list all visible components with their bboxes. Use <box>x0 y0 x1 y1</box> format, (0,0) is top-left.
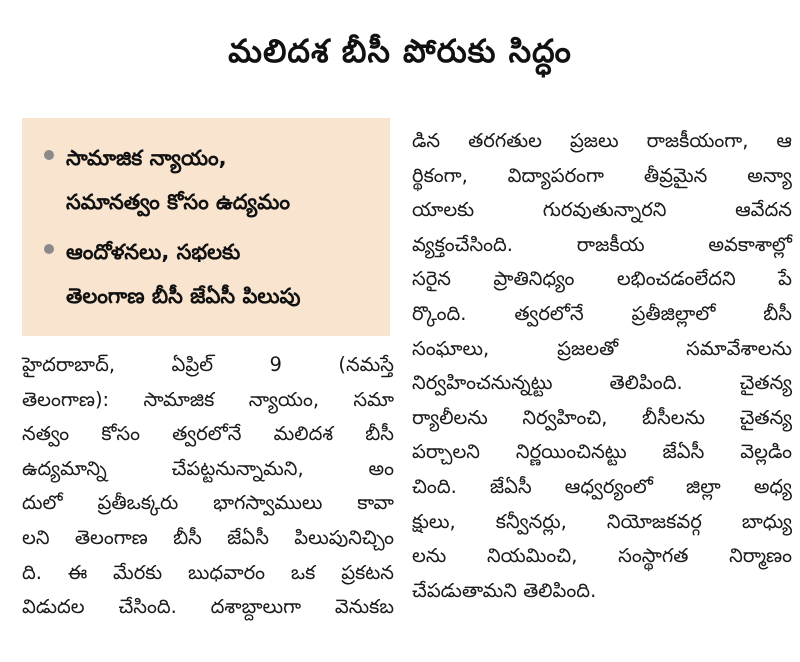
body-line: చేపడుతామని తెలిపింది. <box>412 578 597 602</box>
body-line: ర్థికంగా, విద్యాపరంగా తీవ్రమైన అన్యా <box>412 163 792 187</box>
bullet-icon <box>44 150 54 160</box>
highlight-line: సమానత్వం కోసం ఉద్యమం <box>66 190 290 214</box>
body-line: తెలంగాణ): సామాజిక న్యాయం, సమా <box>22 387 394 411</box>
highlight-line: తెలంగాణ బీసీ జేఏసీ పిలుపు <box>66 284 301 308</box>
highlight-line: సామాజిక న్యాయం, <box>66 146 227 170</box>
highlight-item <box>44 136 376 224</box>
body-line: యాలకు గురవుతున్నారని ఆవేదన <box>412 198 792 222</box>
body-line: నత్వం కోసం త్వరలోనే మలిదశ బీసీ <box>22 422 394 446</box>
body-line: హైదరాబాద్, ఏప్రిల్ 9 (నమస్తే <box>22 353 394 376</box>
article-column-left <box>22 348 394 625</box>
body-line: ఉద్యమాన్ని చేపట్టనున్నామని, అం <box>22 456 394 480</box>
body-line: లను నియమించి, సంస్థాగత నిర్మాణం <box>412 544 792 568</box>
body-line: డిన తరగతుల ప్రజలు రాజకీయంగా, ఆ <box>412 129 792 152</box>
body-line: చింది. జేఏసీ ఆధ్వర్యంలో జిల్లా అధ్య <box>412 474 792 498</box>
headline: మలిదశ బీసీ పోరుకు సిద్ధం <box>228 32 572 70</box>
body-line: క్షులు, కన్వీనర్లు, నియోజకవర్గ బాధ్యు <box>412 509 792 533</box>
body-line: ది. ఈ మేరకు బుధవారం ఒక ప్రకటన <box>22 560 394 584</box>
body-line: ర్కొంది. త్వరలోనే ప్రతీజిల్లాలో బీసీ <box>412 301 792 325</box>
highlight-box <box>22 118 390 336</box>
body-line: పర్చాలని నిర్ణయించినట్టు జేఏసీ వెల్లడిం <box>412 440 792 464</box>
article-column-right <box>412 124 792 608</box>
body-line: దులో ప్రతీఒక్కరు భాగస్వాములు కావా <box>22 491 394 515</box>
body-line: ర్యాలీలను నిర్వహించి, బీసీలను చైతన్య <box>412 405 792 429</box>
body-line: లని తెలంగాణ బీసీ జేఏసీ పిలుపునిచ్చిం <box>22 525 394 549</box>
body-line: సంఘాలు, ప్రజలతో సమావేశాలను <box>412 336 792 360</box>
highlight-item <box>44 230 376 318</box>
body-line: నిర్వహించనున్నట్టు తెలిపింది. చైతన్య <box>412 371 792 395</box>
bullet-icon <box>44 244 54 254</box>
body-line: వ్యక్తంచేసింది. రాజకీయ అవకాశాల్లో <box>412 232 792 256</box>
body-line: సరైన ప్రాతినిధ్యం లభించడంలేదని పే <box>412 267 792 291</box>
body-line: విడుదల చేసింది. దశాబ్దాలుగా వెనుకబ <box>22 595 394 619</box>
highlight-line: ఆందోళనలు, సభలకు <box>66 240 241 264</box>
